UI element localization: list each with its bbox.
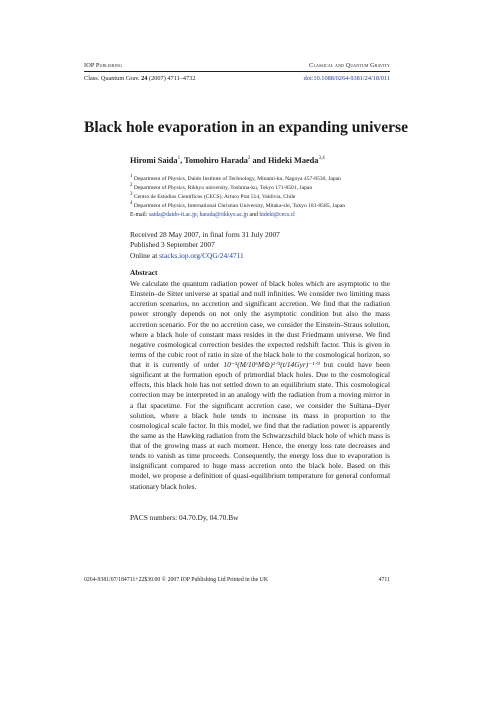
- publisher-name: IOP Publishing: [84, 62, 122, 69]
- received-date: Received 28 May 2007, in final form 31 July 2007: [130, 230, 280, 239]
- author-affiliation-mark: 3,4: [318, 156, 325, 162]
- abstract-heading: Abstract: [130, 268, 158, 277]
- doi-link[interactable]: doi:10.1088/0264-9381/24/18/011: [303, 75, 390, 82]
- email-line: [130, 212, 295, 218]
- email-label: E-mail:: [130, 212, 148, 218]
- email-link[interactable]: hideki@cecs.cl: [259, 212, 295, 218]
- author-separator: and: [250, 156, 268, 165]
- author-separator: ,: [180, 156, 185, 165]
- affiliation-text: Centro de Estudios Científicos (CECS), Arturo Prat 514, Valdivia, Chile: [133, 193, 296, 200]
- journal-name: Classical and Quantum Gravity: [309, 62, 390, 69]
- abstract-text: We calculate the quantum radiation power of black holes which are asymptotic to the Einstein–de Sitter universe at spatial and null infinities. We consider two limiting mass accretion scenarios, no accretion and significant accretion. We find that the radiation power strongly depends on not only the asymptotic condition but also the mass accretion scenario. For the no accretion case, we consider the Einstein–Straus solution, where a black hole of constant mass resides in the dust Friedmann universe. We find negative cosmological correction besides the expected redshift factor. This is given in terms of the cubic root of ratio in size of the black hole to the cosmological horizon, so that it is currently of order: [130, 279, 390, 369]
- pacs-numbers: PACS numbers: 04.70.Dy, 04.70.Bw: [130, 513, 239, 522]
- affiliation-text: Department of Physics, International Christian University, Mitaka-shi, Tokyo 181-8585, Japan: [133, 202, 346, 209]
- publication-dates: [130, 230, 280, 261]
- header-rule: [84, 71, 390, 72]
- abstract-body: [130, 279, 390, 492]
- paper-title: Black hole evaporation in an expanding universe: [84, 119, 409, 136]
- author-affiliation-mark: 2: [247, 156, 251, 162]
- email-separator: and: [248, 212, 260, 218]
- citation-volume: 24: [141, 75, 148, 82]
- author-name: Tomohiro Harada: [184, 156, 248, 165]
- published-date: Published 3 September 2007: [130, 240, 215, 250]
- author-affiliation-mark: 1: [177, 156, 181, 162]
- abstract-text: but could have been significant at the formation epoch of primordial black holes. Due to the cosmological effects, this black hole has not settled down to an equilibrium state. This cosmological correction may be interpreted in an analogy with the radiation from a moving mirror in a flat spacetime. For the significant accretion case, we consider the Sultana–Dyer solution, where a black hole tends to increase its mass in proportion to the cosmological scale factor. In this model, we find that the radiation power is apparently the same as the Hawking radiation from the Schwarzschild black hole of which mass is that of the growing mass at each moment. Hence, the energy loss rate decreases and tends to vanish as time proceeds. Consequently, the energy loss due to evaporation is insignificant compared to huge mass accretion onto the black hole. Based on this model, we propose a definition of quasi-equilibrium temperature for general conformal stationary black holes.: [130, 360, 390, 491]
- author-name: Hideki Maeda: [267, 156, 319, 165]
- citation: [84, 75, 195, 82]
- email-link[interactable]: harada@rikkyo.ac.jp: [199, 212, 249, 218]
- affiliation-number: 3: [130, 192, 133, 197]
- footer-copyright: 0264-9381/07/184711+22$30.00 © 2007 IOP Publishing Ltd Printed in the UK: [84, 577, 269, 583]
- author-list: [130, 156, 325, 165]
- citation-journal: Class. Quantum Grav.: [84, 75, 140, 82]
- email-link[interactable]: saida@daido-it.ac.jp: [148, 212, 197, 218]
- online-line: [130, 251, 280, 261]
- email-separator: ,: [196, 212, 200, 218]
- citation-pages: (2007) 4711–4732: [149, 75, 196, 82]
- affiliation-number: 2: [130, 183, 133, 188]
- page-footer: [84, 577, 390, 583]
- affiliation-text: Department of Physics, Daido Institute of Technology, Minami-ku, Nagoya 457-8530, Japan: [133, 175, 341, 182]
- abstract-formula: 10⁻⁵(M/10⁶M⊙)¹ᐟ³(t/14Gyr)⁻¹ᐟ³: [223, 360, 320, 369]
- affiliation-number: 4: [130, 201, 133, 206]
- affiliation-text: Department of Physics, Rikkyo university, Toshima-ku, Tokyo 171-8501, Japan: [133, 184, 313, 191]
- page-number: 4711: [378, 577, 390, 583]
- affiliation-number: 1: [130, 174, 133, 179]
- online-label: Online at: [130, 250, 160, 260]
- author-name: Hiromi Saida: [130, 156, 178, 165]
- affiliation: [130, 199, 345, 211]
- online-link[interactable]: stacks.iop.org/CQG/24/4711: [159, 250, 244, 260]
